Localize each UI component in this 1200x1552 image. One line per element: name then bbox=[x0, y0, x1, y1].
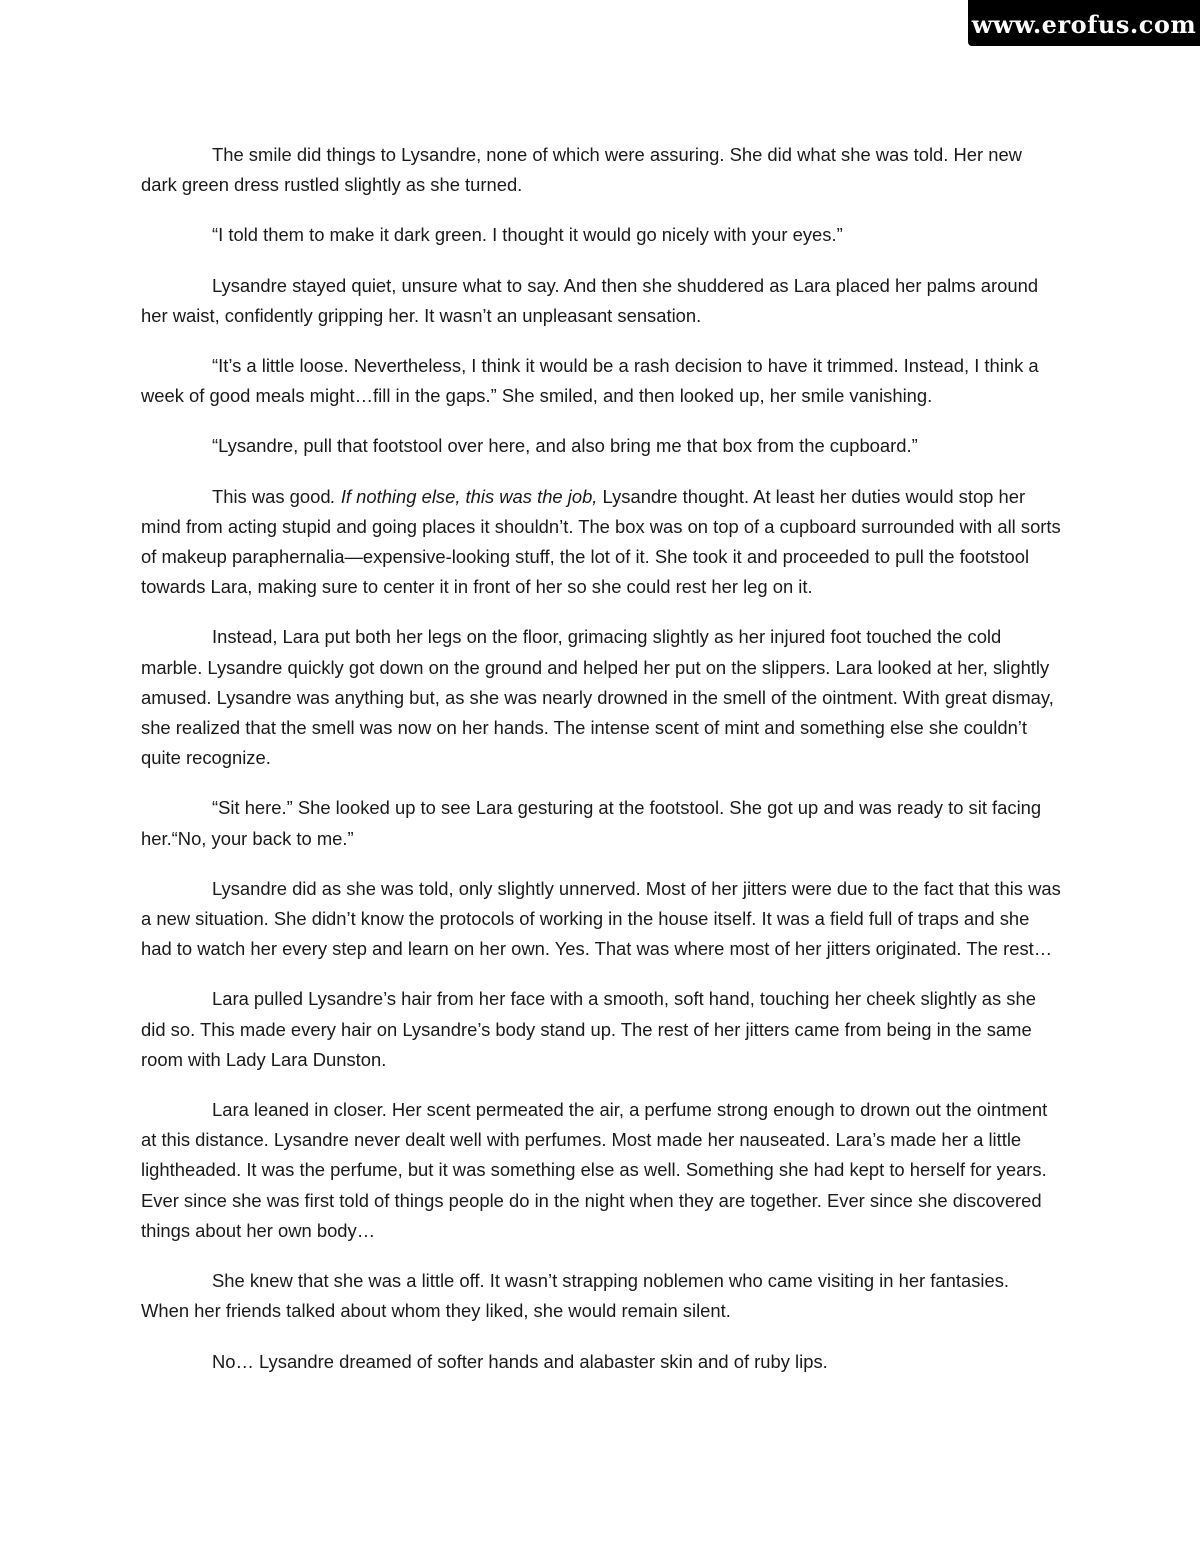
paragraph-with-italic bbox=[141, 482, 1061, 603]
document-page bbox=[141, 140, 1061, 1397]
paragraph: No… Lysandre dreamed of softer hands and alabaster skin and of ruby lips. bbox=[212, 1350, 828, 1372]
paragraph: Lara pulled Lysandre’s hair from her face with a smooth, soft hand, touching her cheek slightly as she did so. This made every hair on Lysandre’s body stand up. The rest of her jitters came from being in the same room with Lady Lara Dunston. bbox=[141, 988, 1036, 1070]
paragraph: Instead, Lara put both her legs on the floor, grimacing slightly as her injured foot touched the cold marble. Lysandre quickly got down on the ground and helped her put on the slippers. Lara looked at her, slightly amused. Lysandre was anything but, as she was nearly drowned in the smell of the ointment. With great dismay, she realized that the smell was now on her hands. The intense scent of mint and something else she couldn’t quite recognize. bbox=[141, 626, 1054, 769]
paragraph: Lysandre did as she was told, only slightly unnerved. Most of her jitters were due to the fact that this was a new situation. She didn’t know the protocols of working in the house itself. It was a field full of traps and she had to watch her every step and learn on her own. Yes. That was where most of her jitters originated. The rest… bbox=[141, 877, 1061, 960]
watermark-text: www.erofus.com bbox=[971, 10, 1197, 39]
italic-thought: . If nothing else, this was the job, bbox=[330, 485, 598, 507]
paragraph: She knew that she was a little off. It wasn’t strapping noblemen who came visiting in her fantasies. When her friends talked about whom they liked, she would remain silent. bbox=[141, 1270, 1010, 1322]
paragraph-text: This was good bbox=[212, 485, 331, 507]
paragraph: Lysandre stayed quiet, unsure what to say. And then she shuddered as Lara placed her palms around her waist, confidently gripping her. It wasn’t an unpleasant sensation. bbox=[141, 274, 1039, 326]
paragraph: “I told them to make it dark green. I thought it would go nicely with your eyes.” bbox=[212, 224, 843, 246]
paragraph: Lara leaned in closer. Her scent permeated the air, a perfume strong enough to drown out the ointment at this distance. Lysandre never dealt well with perfumes. Most made her nauseated. Lara’s made her a little lightheaded. It was the perfume, but it was something else as well. Something she had kept to herself for years. Ever since she was first told of things people do in the night when they are together. Ever since she discovered things about her own body… bbox=[141, 1099, 1048, 1241]
paragraph: “It’s a little loose. Nevertheless, I think it would be a rash decision to have it trimmed. Instead, I think a week of good meals might…fill in the gaps.” She smiled, and then looked up, her smile vanishing. bbox=[141, 355, 1039, 407]
paragraph: “Lysandre, pull that footstool over here, and also bring me that box from the cupboard.” bbox=[212, 435, 918, 457]
paragraph: “Sit here.” She looked up to see Lara gesturing at the footstool. She got up and was ready to sit facing her.“No, your back to me.” bbox=[141, 797, 1042, 849]
paragraph: The smile did things to Lysandre, none of which were assuring. She did what she was told. Her new dark green dress rustled slightly as she turned. bbox=[141, 144, 1022, 196]
paragraph-text: Lysandre thought. At least her duties would stop her mind from acting stupid and going places it shouldn’t. The box was on top of a cupboard surrounded with all sorts of makeup paraphernalia—expensive-looking stuff, the lot of it. She took it and proceeded to pull the footstool towards Lara, making sure to center it in front of her so she could rest her leg on it. bbox=[141, 485, 1061, 598]
site-watermark bbox=[968, 0, 1200, 46]
